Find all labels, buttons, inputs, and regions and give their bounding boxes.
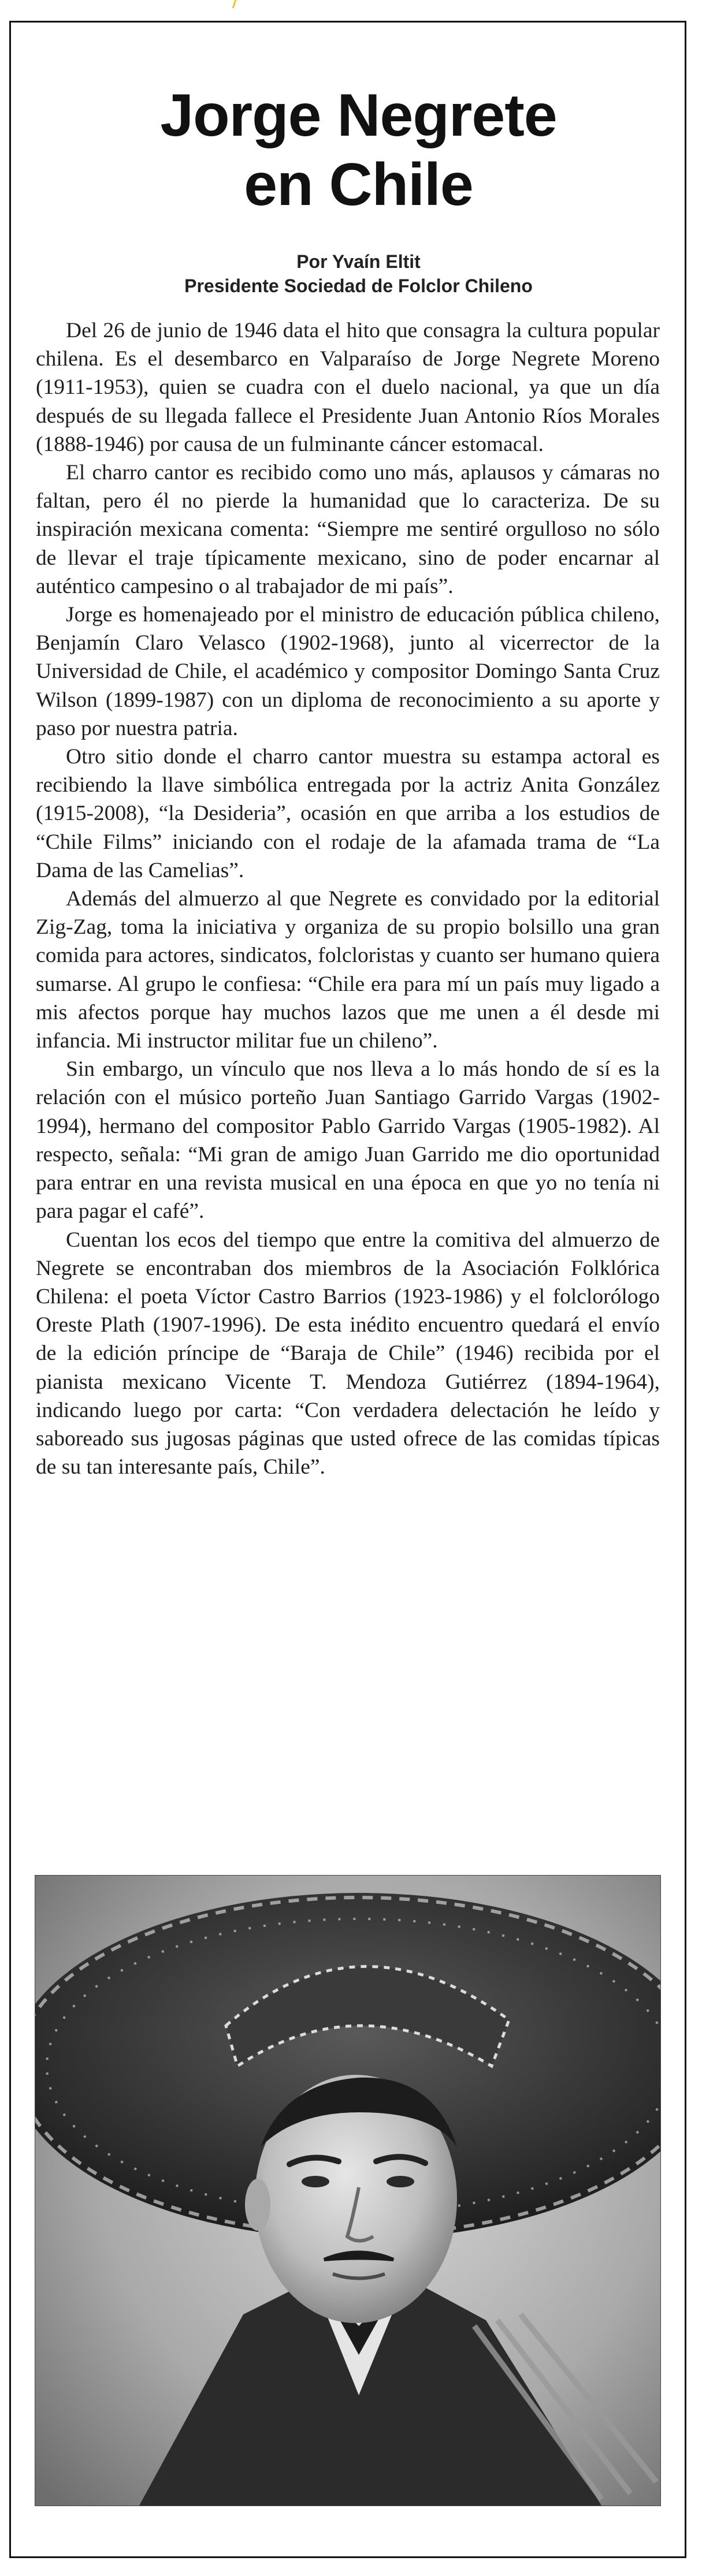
headline <box>0 81 717 219</box>
author-name: Por Yvaín Eltit <box>296 251 421 272</box>
portrait-photo <box>35 1875 661 2506</box>
portrait-illustration <box>35 1876 660 2506</box>
author-title: Presidente Sociedad de Folclor Chileno <box>184 275 533 296</box>
top-accent-mark <box>232 0 243 8</box>
paragraph-1: Del 26 de junio de 1946 data el hito que consagra la cultura popular chilena. Es el desembarco en Valparaíso de Jorge Negrete Moreno (1911-1953), quien se cuadra con el duelo nacional, ya que un día después de su llegada fallece el Presidente Juan Antonio Ríos Morales (1888-1946) por causa de un fulminante cáncer estomacal. <box>36 319 660 456</box>
byline <box>0 249 717 298</box>
headline-line-2: en Chile <box>244 151 473 218</box>
paragraph-3: Jorge es homenajeado por el ministro de educación pública chileno, Benjamín Claro Velasco (1902-1968), junto al vicerrector de la Universidad de Chile, el académico y compositor Domingo Santa Cruz Wilson (1899-1987) con un diploma de reconocimiento a su aporte y paso por nuestra patria. <box>36 603 660 740</box>
article-body <box>36 316 660 1481</box>
paragraph-2: El charro cantor es recibido como uno más, aplausos y cámaras no faltan, pero él no pierde la humanidad que lo caracteriza. De su inspiración mexicana comenta: “Siempre me sentiré orgulloso no sólo de llevar el traje típicamente mexicano, sino de poder encarnar al auténtico campesino o al trabajador de mi país”. <box>36 461 660 598</box>
headline-line-1: Jorge Negrete <box>160 82 557 149</box>
paragraph-4: Otro sitio donde el charro cantor muestra su estampa actoral es recibiendo la llave simbólica entregada por la actriz Anita González (1915-2008), “la Desideria”, ocasión en que arriba a los estudios de “Chile Films” iniciando con el rodaje de la afamada trama de “La Dama de las Camelias”. <box>36 745 660 882</box>
paragraph-7: Cuentan los ecos del tiempo que entre la comitiva del almuerzo de Negrete se encontraban dos miembros de la Asociación Folklórica Chilena: el poeta Víctor Castro Barrios (1923-1986) y el folclorólogo Oreste Plath (1907-1996). De esta inédito encuentro quedará el envío de la edición príncipe de “Baraja de Chile” (1946) recibida por el pianista mexicano Vicente T. Mendoza Gutiérrez (1894-1964), indicando luego por carta: “Con verdadera delectación he leído y saboreado sus jugosas páginas que usted ofrece de las comidas típicas de su tan interesante país, Chile”. <box>36 1228 660 1479</box>
paragraph-6: Sin embargo, un vínculo que nos lleva a lo más hondo de sí es la relación con el músico porteño Juan Santiago Garrido Vargas (1902-1994), hermano del compositor Pablo Garrido Vargas (1905-1982). Al respecto, señala: “Mi gran de amigo Juan Garrido me dio oportunidad para entrar en una revista musical en una época en que yo no tenía ni para pagar el café”. <box>36 1057 660 1224</box>
paragraph-5: Además del almuerzo al que Negrete es convidado por la editorial Zig-Zag, toma la iniciativa y organiza de su propio bolsillo una gran comida para actores, sindicatos, folcloristas y cuanto ser humano quiera sumarse. Al grupo le confiesa: “Chile era para mí un país muy ligado a mis afectos porque hay muchos lazos que me unen a él desde mi infancia. Mi instructor militar fue un chileno”. <box>36 887 660 1053</box>
